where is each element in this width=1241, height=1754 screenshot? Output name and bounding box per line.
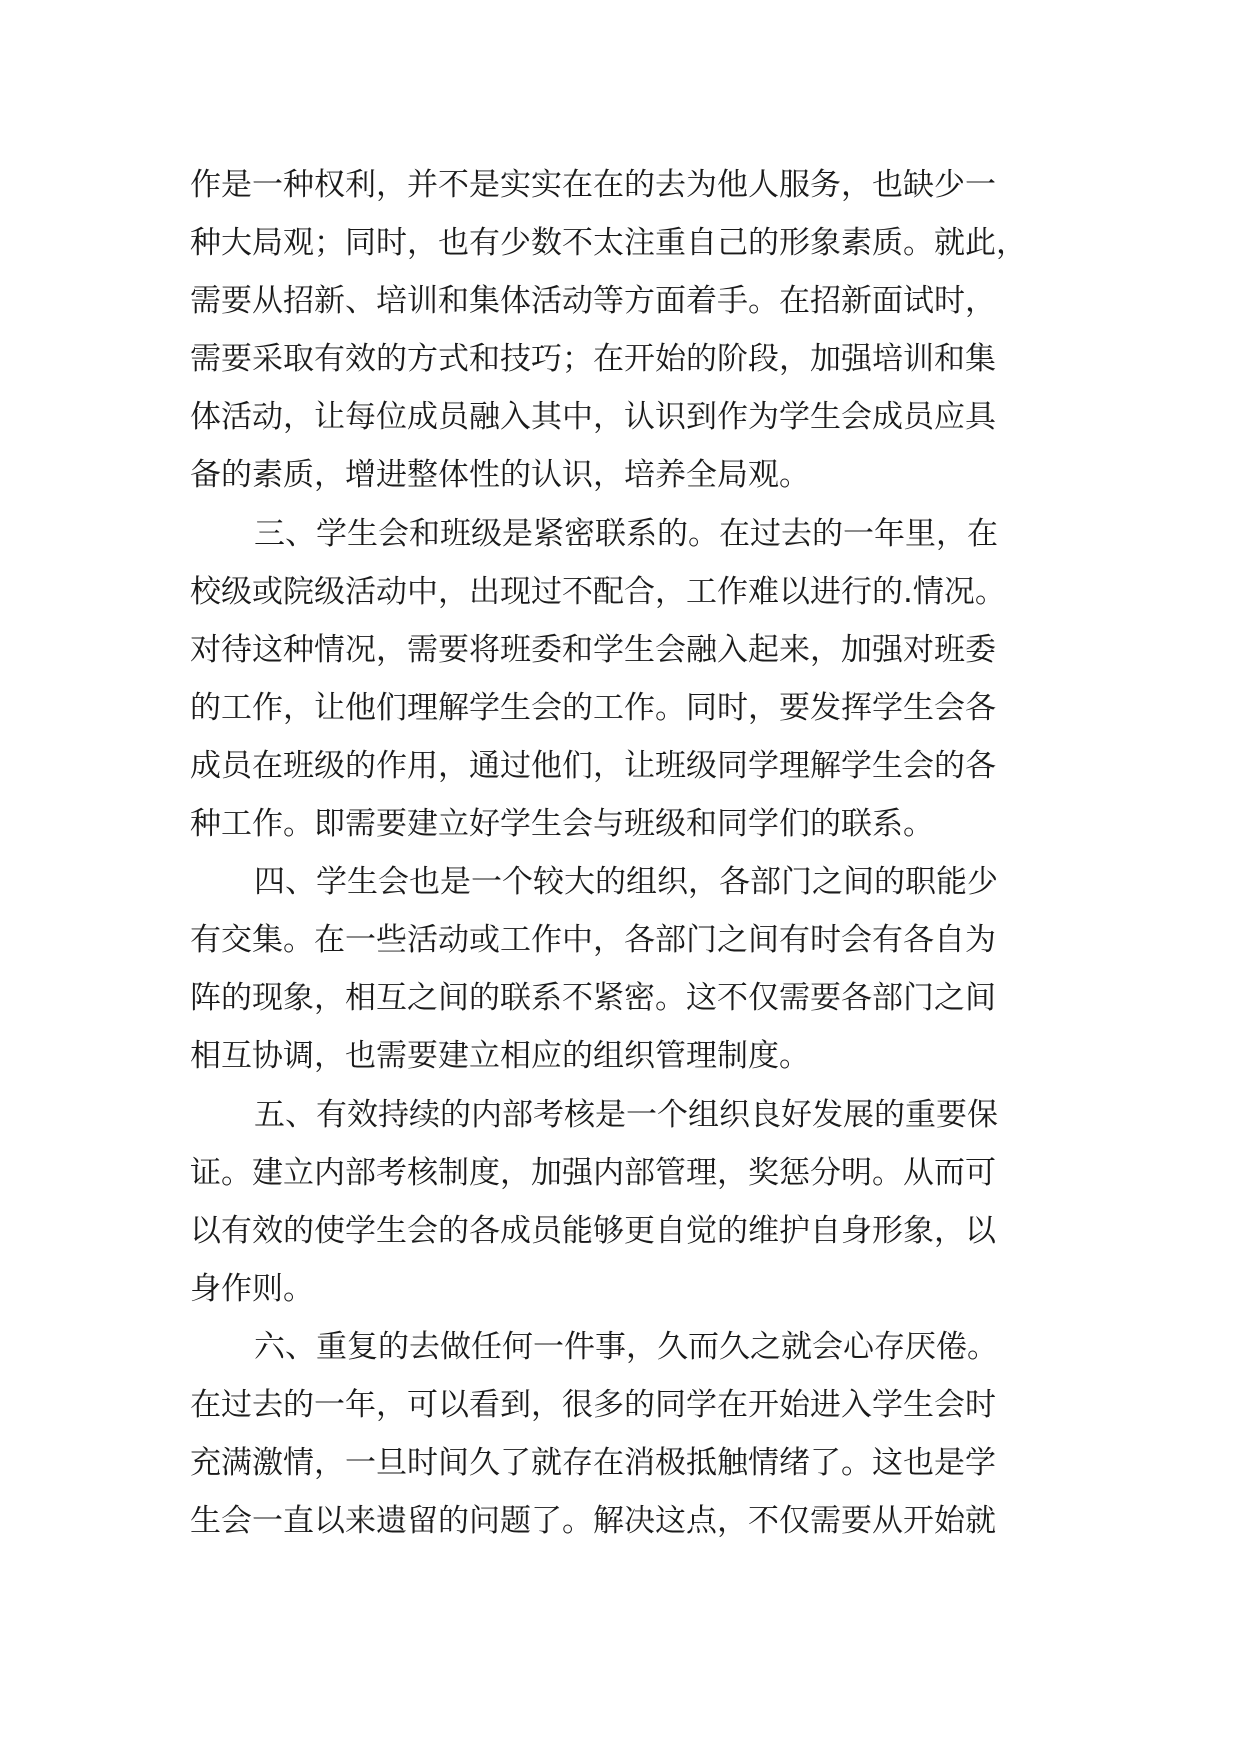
text-line: 对待这种情况，需要将班委和学生会融入起来，加强对班委 (190, 631, 996, 668)
text-line: 相互协调，也需要建立相应的组织管理制度。 (190, 1038, 810, 1075)
text-line: 有交集。在一些活动或工作中，各部门之间有时会有各自为 (190, 922, 996, 959)
text-line: 成员在班级的作用，通过他们，让班级同学理解学生会的各 (190, 747, 996, 784)
text-line: 种工作。即需要建立好学生会与班级和同学们的联系。 (190, 806, 934, 843)
text-line: 生会一直以来遗留的问题了。解决这点，不仅需要从开始就 (190, 1503, 996, 1540)
text-line: 在过去的一年，可以看到，很多的同学在开始进入学生会时 (190, 1386, 996, 1423)
text-line: 阵的现象，相互之间的联系不紧密。这不仅需要各部门之间 (190, 980, 996, 1017)
text-line: 需要从招新、培训和集体活动等方面着手。在招新面试时， (190, 283, 996, 320)
paragraph-first-line: 四、学生会也是一个较大的组织，各部门之间的职能少 (254, 864, 998, 901)
text-line: 的工作，让他们理解学生会的工作。同时，要发挥学生会各 (190, 689, 996, 726)
paragraph-first-line: 三、学生会和班级是紧密联系的。在过去的一年里，在 (254, 515, 998, 552)
text-line: 充满激情，一旦时间久了就存在消极抵触情绪了。这也是学 (190, 1445, 996, 1482)
paragraph-first-line: 六、重复的去做任何一件事，久而久之就会心存厌倦。 (254, 1328, 998, 1365)
paragraph-first-line: 五、有效持续的内部考核是一个组织良好发展的重要保 (254, 1096, 998, 1133)
text-line: 备的素质，增进整体性的认识，培养全局观。 (190, 457, 810, 494)
text-line: 作是一种权利，并不是实实在在的去为他人服务，也缺少一 (190, 167, 996, 203)
text-line: 身作则。 (190, 1270, 314, 1307)
text-line: 证。建立内部考核制度，加强内部管理，奖惩分明。从而可 (190, 1154, 996, 1191)
text-line: 以有效的使学生会的各成员能够更自觉的维护自身形象，以 (190, 1212, 996, 1249)
text-line: 需要采取有效的方式和技巧；在开始的阶段，加强培训和集 (190, 341, 996, 378)
text-line: 体活动，让每位成员融入其中，认识到作为学生会成员应具 (190, 399, 996, 436)
text-line: 校级或院级活动中，出现过不配合，工作难以进行的.情况。 (190, 573, 1006, 610)
body-text (190, 156, 1070, 1550)
text-line: 种大局观；同时，也有少数不太注重自己的形象素质。就此， (190, 225, 1027, 262)
